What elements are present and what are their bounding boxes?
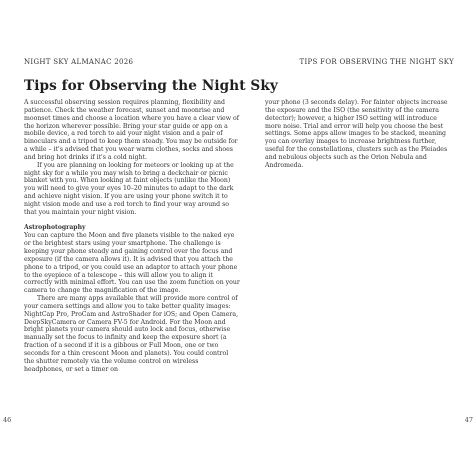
chapter-title: Tips for Observing the Night Sky: [24, 78, 278, 94]
running-head-right: TIPS FOR OBSERVING THE NIGHT SKY: [299, 58, 454, 66]
right-column: [265, 99, 451, 170]
paragraph-smartphone: You can capture the Moon and five planets visible to the naked eye or the brightest stars using your smartphone. The challenge is keeping your phone steady and gaining control over the focus and exposure (if the camera allows it). It is advised that you attach the phone to a tripod, or you could use an adaptor to attach your phone to the eyepiece of a telescope – this will allow you to align it correctly with minimal effort. You can use the zoom function on your camera to change the magnification of the image.: [24, 232, 240, 295]
subheading-astrophotography: Astrophotography: [24, 224, 86, 232]
paragraph-planning: A successful observing session requires planning, flexibility and patience. Check the weather forecast, sunset and moonrise and moonset times and choose a location where you have a clear view of the horizon wherever possible. Bring your star guide or app on a mobile device, a red torch to aid your night vision and a pair of binoculars and a tripod to keep them steady. You may be outside for a while – it's advised that you wear warm clothes, socks and shoes and bring hot drinks if it's a cold night.: [24, 99, 239, 161]
paragraph-night-vision: If you are planning on looking for meteors or looking up at the night sky for a while you may wish to bring a deckchair or picnic blanket with you. When looking at faint objects (unlike the Moon) you will need to give your eyes 10–20 minutes to adapt to the dark and achieve night vision. If you are using your phone switch it to night vision mode and use a red torch to find your way around so that you maintain your night vision.: [24, 161, 234, 216]
paragraph-apps: There are many apps available that will provide more control of your camera settings and allow you to take better quality images: NightCap Pro, ProCam and AstroShader for iOS; and Open Camera, DeepSkyCamera or Camera FV-5 for Android. For the Moon and bright planets your camera should auto lock and focus, otherwise manually set the focus to infinity and keep the exposure short (a fraction of a second if it is a gibbous or Full Moon, one or two seconds for a thin crescent Moon and planets). You could control the shutter remotely via the volume control on wireless headphones, or set a timer on: [24, 295, 239, 373]
page-number-right: 47: [464, 416, 473, 424]
left-column: [24, 99, 240, 373]
running-head-left: NIGHT SKY ALMANAC 2026: [24, 58, 134, 66]
page-number-left: 46: [3, 416, 12, 424]
paragraph-exposure: your phone (3 seconds delay). For fainter objects increase the exposure and the ISO (the sensitivity of the camera detector); however, a higher ISO setting will introduce more noise. Trial and error will help you choose the best settings. Some apps allow images to be stacked, meaning you can overlay images to increase brightness further, useful for the constellations, clusters such as the Pleiades and nebulous objects such as the Orion Nebula and Andromeda.: [265, 99, 448, 169]
